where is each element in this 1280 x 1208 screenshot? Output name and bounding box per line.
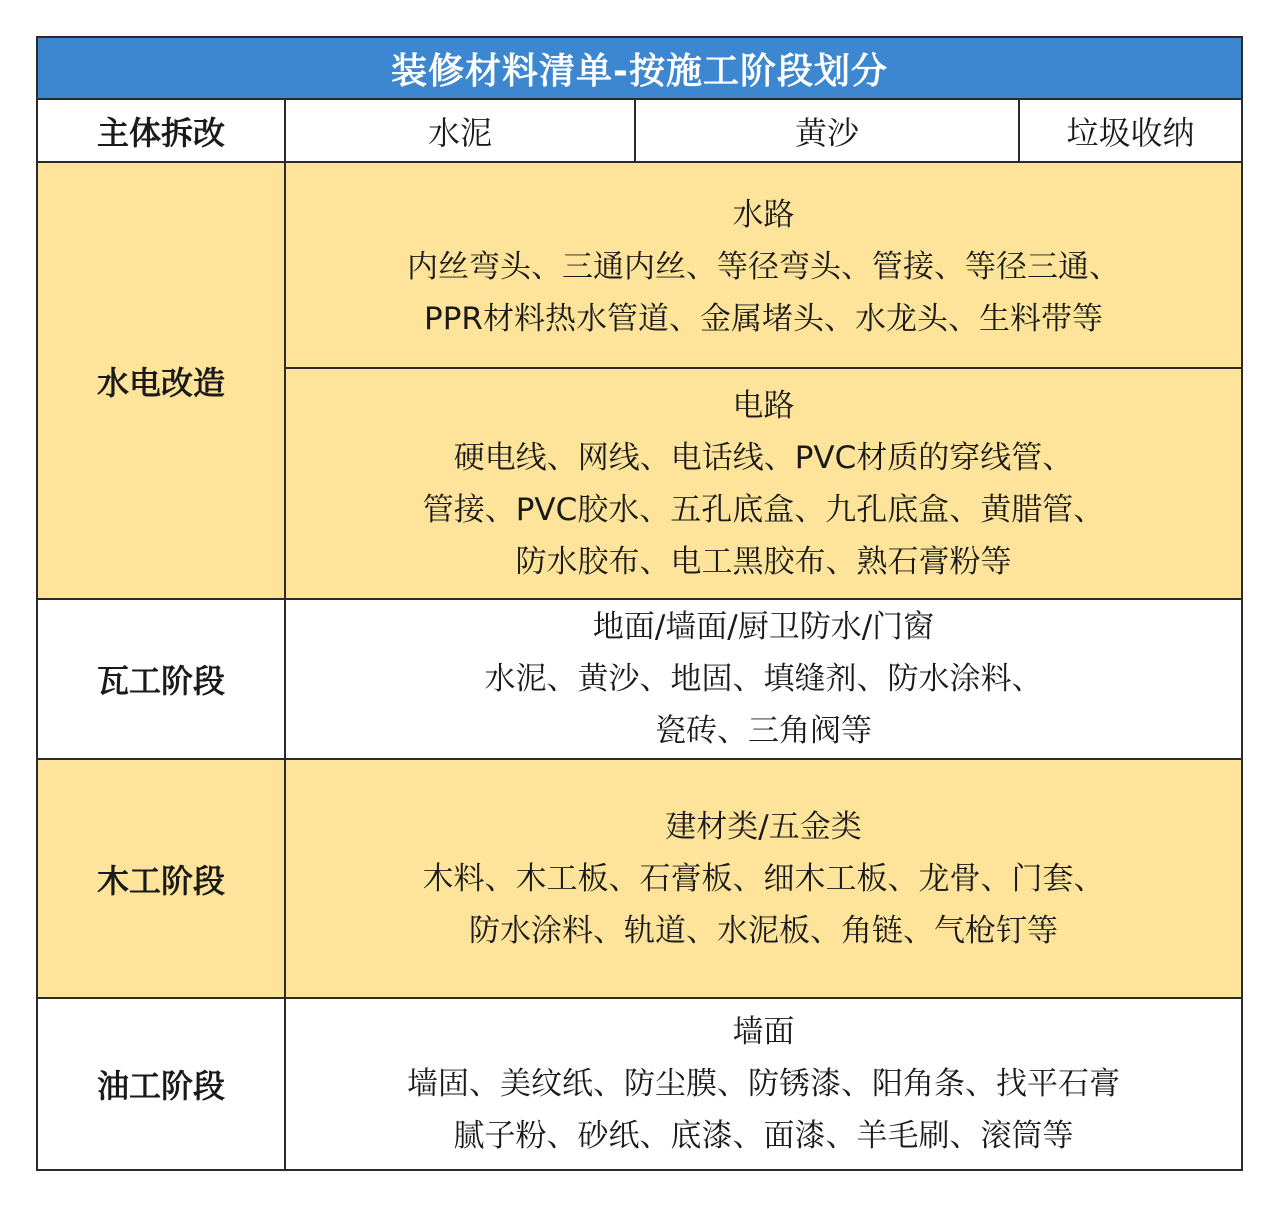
plumbing-section	[286, 163, 1241, 367]
divider	[634, 100, 636, 161]
electrical-line: 防水胶布、电工黑胶布、熟石膏粉等	[515, 543, 1012, 580]
stage-plumbing-electrical: 水电改造	[38, 163, 284, 598]
carpentry-heading: 建材类/五金类	[665, 808, 862, 845]
item-cement: 水泥	[427, 113, 492, 152]
stage-painting: 油工阶段	[96, 1067, 225, 1105]
electrical-heading: 电路	[732, 387, 795, 424]
electrical-line: 硬电线、网线、电话线、PVC材质的穿线管、	[453, 439, 1074, 476]
materials-table	[36, 36, 1243, 1171]
painting-section	[286, 999, 1241, 1169]
stage-carpentry: 木工阶段	[38, 760, 284, 997]
plumbing-line: 内丝弯头、三通内丝、等径弯头、管接、等径三通、	[407, 249, 1120, 285]
item-garbage-storage: 垃圾收纳	[1066, 113, 1195, 152]
divider	[284, 100, 286, 1169]
divider	[1018, 100, 1020, 161]
electrical-line: 管接、PVC胶水、五孔底盒、九孔底盒、黄腊管、	[422, 491, 1105, 528]
stage-main-demolition: 主体拆改	[96, 113, 225, 152]
plumbing-heading: 水路	[732, 197, 795, 233]
carpentry-line: 防水涂料、轨道、水泥板、角链、气枪钉等	[469, 912, 1058, 949]
carpentry-section	[286, 760, 1241, 997]
item-sand: 黄沙	[794, 113, 859, 152]
painting-heading: 墙面	[732, 1014, 795, 1050]
tiling-section	[286, 600, 1241, 758]
painting-line: 墙固、美纹纸、防尘膜、防锈漆、阳角条、找平石膏	[407, 1066, 1120, 1102]
tiling-line: 瓷砖、三角阀等	[655, 713, 872, 749]
painting-line: 腻子粉、砂纸、底漆、面漆、羊毛刷、滚筒等	[453, 1118, 1074, 1154]
table-title: 装修材料清单-按施工阶段划分	[38, 38, 1241, 100]
stage-tiling: 瓦工阶段	[96, 662, 225, 700]
tiling-line: 水泥、黄沙、地固、填缝剂、防水涂料、	[484, 661, 1043, 697]
electrical-section	[286, 369, 1241, 598]
tiling-heading: 地面/墙面/厨卫防水/门窗	[592, 609, 935, 645]
plumbing-line: PPR材料热水管道、金属堵头、水龙头、生料带等	[424, 301, 1103, 337]
carpentry-line: 木料、木工板、石膏板、细木工板、龙骨、门套、	[422, 860, 1105, 897]
